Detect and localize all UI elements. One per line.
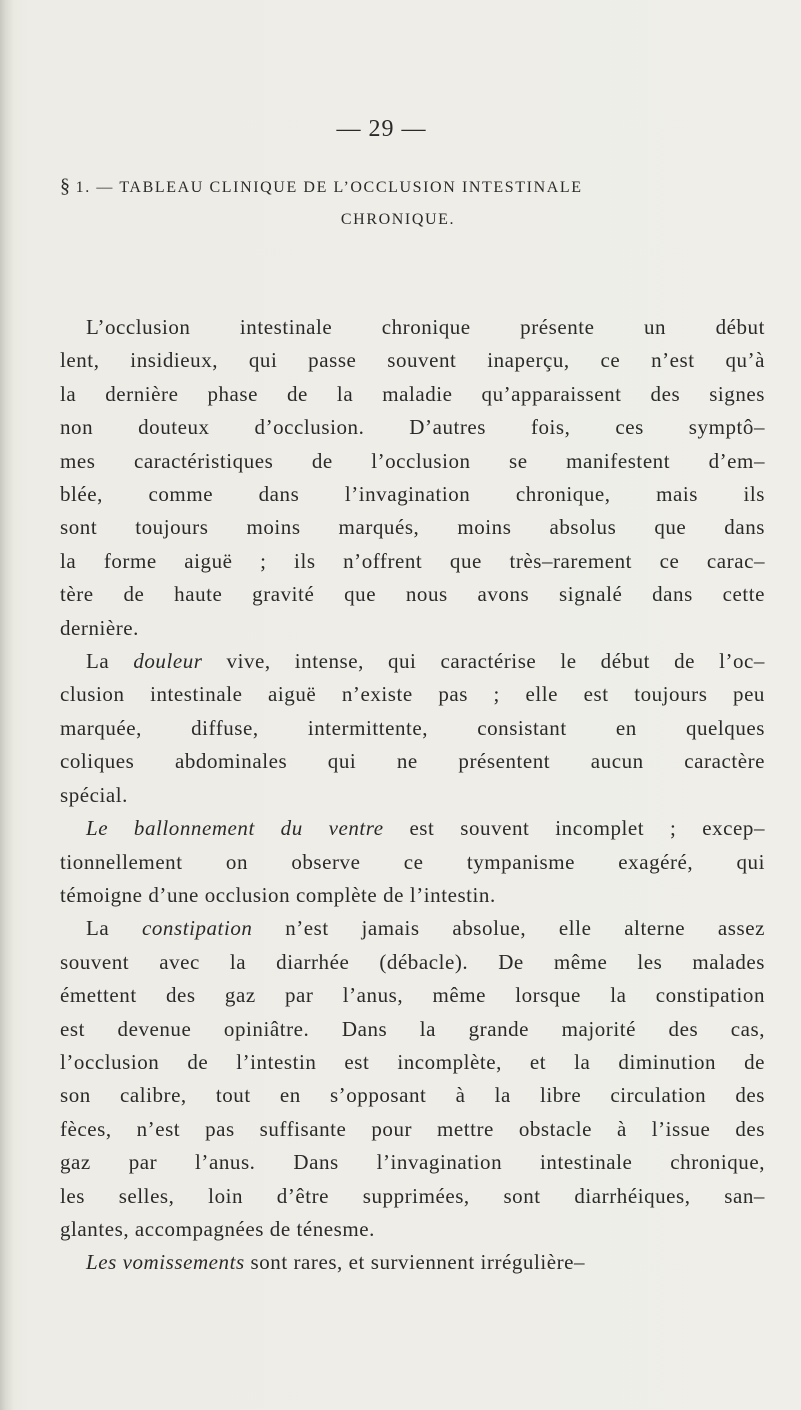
paragraph [60,912,765,1246]
text-run: La [86,916,142,941]
text-run: La [86,649,134,674]
italic-term: Les vomissements [86,1250,245,1275]
section-sign: § [60,175,70,197]
text-run: vive, intense, qui caractérise le début de l’oc– [202,649,765,674]
text-line: la forme aiguë ; ils n’offrent que très–rarement ce carac– [60,548,765,573]
text-line: sont toujours moins marqués, moins absolus que dans [60,515,765,540]
italic-term: Le ballonnement du ventre [86,816,384,841]
page-number: — 29 — [336,116,427,142]
italic-term: constipation [142,916,253,941]
paragraph [60,311,765,645]
text-line: L’occlusion intestinale chronique présente un début [86,315,765,339]
text-line: lent, insidieux, qui passe souvent inaperçu, ce n’est qu’à [60,348,765,373]
text-line: mes caractéristiques de l’occlusion se manifestent d’em– [60,448,765,473]
text-line: clusion intestinale aiguë n’existe pas ; elle est toujours peu [60,682,765,707]
text-run: est souvent incomplet ; excep– [383,816,765,841]
text-line: tionnellement on observe ce tympanisme exagéré, qui [60,849,765,874]
text-line [60,645,765,678]
text-line: blée, comme dans l’invagination chronique, mais ils [60,482,765,507]
paragraph [60,645,765,812]
text-line: émettent des gaz par l’anus, même lorsque la constipation [60,983,765,1008]
text-line [60,812,765,845]
text-line: son calibre, tout en s’opposant à la libre circulation des [60,1083,765,1108]
section-heading-line-2: CHRONIQUE. [340,211,456,228]
text-line: fèces, n’est pas suffisante pour mettre obstacle à l’issue des [60,1116,765,1141]
text-run: n’est jamais absolue, elle alterne assez [252,916,765,941]
text-line: non douteux d’occlusion. D’autres fois, ces symptô– [60,415,765,440]
section-heading [60,170,760,236]
text-line: témoigne d’une occlusion complète de l’intestin. [60,882,496,907]
text-run: sont rares, et surviennent irrégulière– [244,1250,586,1275]
text-line: spécial. [60,782,128,807]
paragraph [60,1246,765,1279]
text-line: marquée, diffuse, intermittente, consistant en quelques [60,715,765,740]
text-line [60,1246,765,1279]
text-line: souvent avec la diarrhée (débacle). De même les malades [60,949,765,974]
text-line: gaz par l’anus. Dans l’invagination intestinale chronique, [60,1150,765,1175]
text-line [60,912,765,945]
section-heading-title: 1. — TABLEAU CLINIQUE DE L’OCCLUSION INTESTINALE [75,179,583,196]
text-line: dernière. [60,615,139,640]
text-line: les selles, loin d’être supprimées, sont diarrhéiques, san– [60,1183,765,1208]
italic-term: douleur [133,649,203,674]
text-line: la dernière phase de la maladie qu’apparaissent des signes [60,381,765,406]
text-line: l’occlusion de l’intestin est incomplète, et la diminution de [60,1049,765,1074]
paragraph [60,812,765,912]
text-line: tère de haute gravité que nous avons signalé dans cette [60,582,765,607]
text-line: est devenue opiniâtre. Dans la grande majorité des cas, [60,1016,765,1041]
body-text [60,311,765,1280]
page-gutter-shadow [0,0,14,1410]
section-heading-line-1 [60,170,760,204]
text-line: glantes, accompagnées de ténesme. [60,1216,375,1241]
text-line: coliques abdominales qui ne présentent aucun caractère [60,749,765,774]
